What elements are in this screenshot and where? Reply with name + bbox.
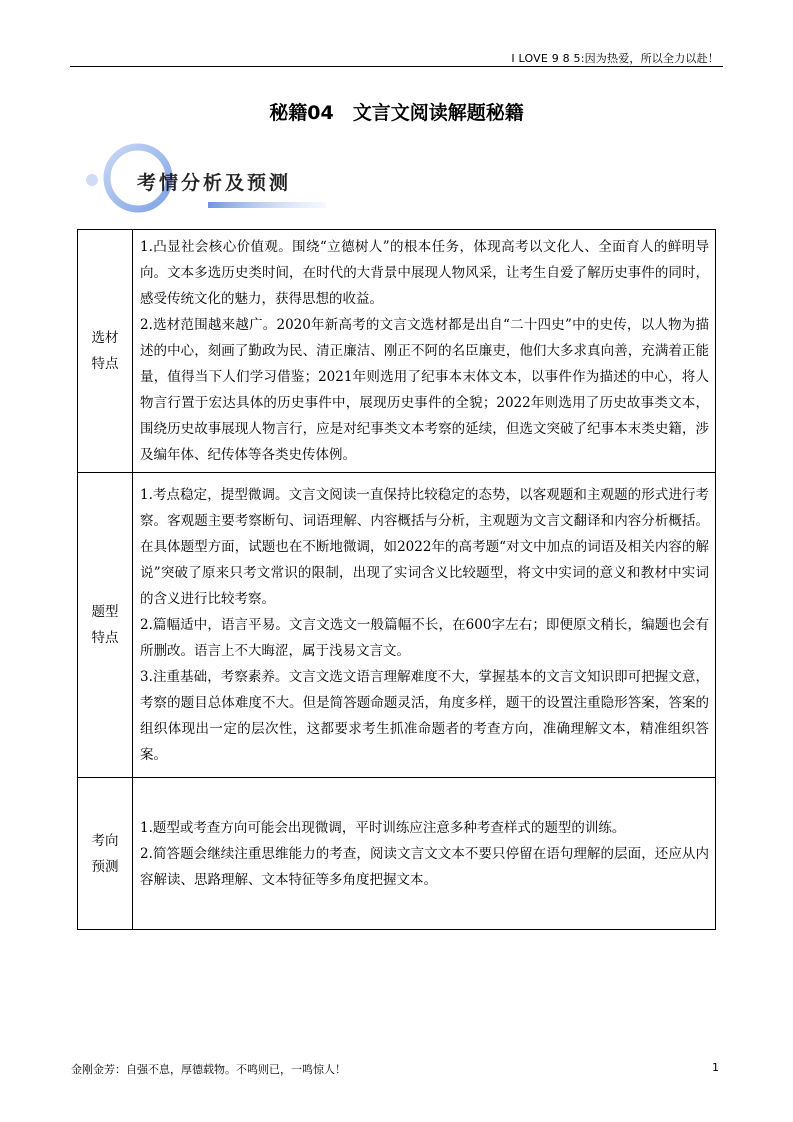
page-title: 秘籍04 文言文阅读解题秘籍 [269,102,524,124]
row-label [78,230,133,473]
analysis-table [77,229,716,930]
paragraph: 2.篇幅适中，语言平易。文言文选文一般篇幅不长，在600字左右；即便原文稍长，编题也会有所删改。语言上不大晦涩，属于浅易文言文。 [140,617,709,659]
footer-motto: 金刚金芳：自强不息，厚德载物。不鸣则已，一鸣惊人！ [71,1063,346,1076]
banner-dot [86,174,98,186]
paragraph: 1.题型或考查方向可能会出现微调，平时训练应注意多种考查样式的题型的训练。 [140,819,626,836]
banner-underline-bar [208,202,326,208]
row-content [133,230,716,473]
row-label-line: 预测 [91,858,119,875]
page-number: 1 [712,1061,719,1074]
row-label-line: 特点 [91,356,119,372]
paragraph: 1.考点稳定，提型微调。文言文阅读一直保持比较稳定的态势，以客观题和主观题的形式进行考察。客观题主要考察断句、词语理解、内容概括与分析，主观题为文言文翻译和内容分析概括。在具体题型方面，试题也在不断地微调，如2022年的高考题“对文中加点的词语及相关内容的解说”突破了原来只考文常识的限制，出现了实词含义比较题型，将文中实词的意义和教材中实词的含义进行比较考察。 [140,487,709,607]
paragraph: 2.选材范围越来越广。2020年新高考的文言文选材都是出自“二十四史”中的史传，以人物为描述的中心，刻画了勤政为民、清正廉洁、刚正不阿的名臣廉吏，他们大多求真向善，充满着正能量，值得当下人们学习借鉴；2021年则选用了纪事本末体文本，以事件作为描述的中心，将人物言行置于宏达具体的历史事件中，展现历史事件的全貌；2022年则选用了历史故事类文本，围绕历史故事展现人物言行，应是对纪事类文本考察的延续，但选文突破了纪事本末类史籍，涉及编年体、纪传体等各类史传体例。 [140,317,709,463]
row-content [133,778,716,930]
table-row-question-type [78,473,716,778]
paragraph: 2.简答题会继续注重思维能力的考查，阅读文言文文本不要只停留在语句理解的层面，还应从内容解读、思路理解、文本特征等多角度把握文本。 [140,845,709,888]
row-label-line: 题型 [91,604,119,620]
row-label-line: 选材 [91,330,119,346]
row-label [78,473,133,778]
row-label-line: 特点 [91,630,119,646]
table-row-material [78,230,716,473]
section-heading: 考情分析及预测 [137,172,292,194]
row-label [78,778,133,930]
paragraph: 1.凸显社会核心价值观。围绕“立德树人”的根本任务，体现高考以文化人、全面育人的鲜明导向。文本多选历史类时间，在时代的大背景中展现人物风采，让考生自爱了解历史事件的同时，感受传统文化的魅力，获得思想的收益。 [140,239,709,307]
row-content [133,473,716,778]
page-header-text: I LOVE 9 8 5:因为热爱，所以全力以赴！ [511,52,719,65]
paragraph: 3.注重基础，考察素养。文言文选文语言理解难度不大，掌握基本的文言文知识即可把握文意，考察的题目总体难度不大。但是简答题命题灵活，角度多样，题干的设置注重隐形答案，答案的组织体现出一定的层次性，这都要求考生抓准命题者的考查方向，准确理解文本，精准组织答案。 [140,669,709,763]
table-row-forecast [78,778,716,930]
header-divider [70,66,723,67]
row-label-line: 考向 [91,832,119,849]
